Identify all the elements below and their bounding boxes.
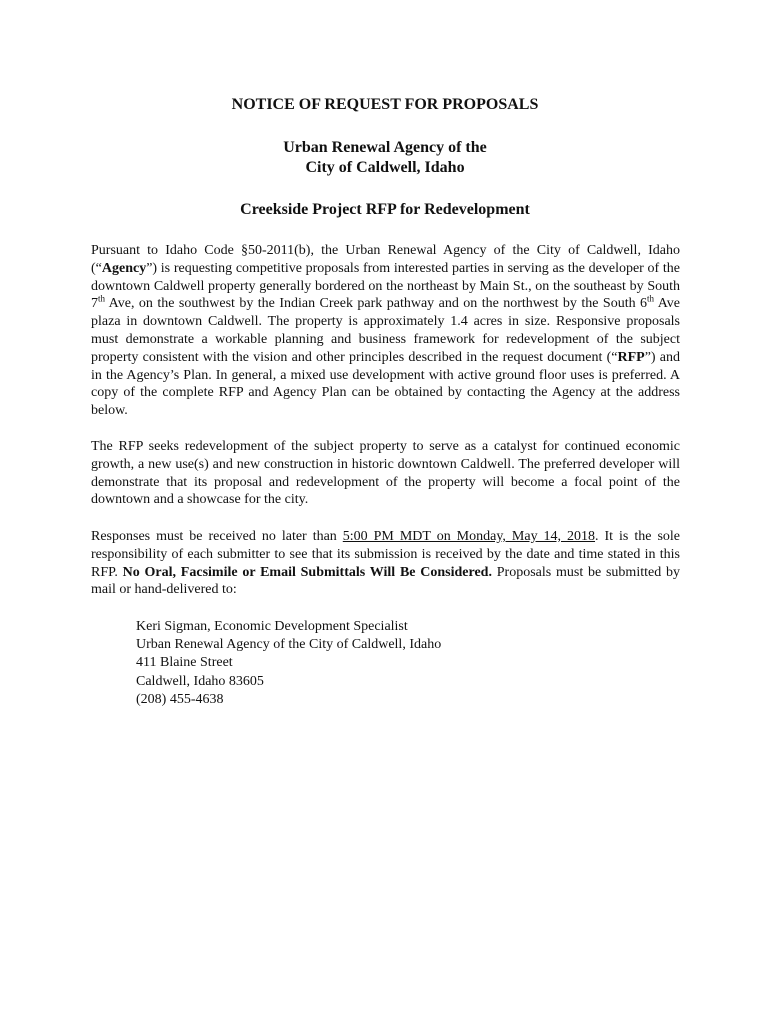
intro-text-3: Ave, on the southwest by the Indian Creek park pathway and on the northwest by the South 6 [105,296,648,312]
ordinal-suffix-1: th [98,293,106,304]
ordinal-suffix-2: th [647,293,655,304]
contact-organization: Urban Renewal Agency of the City of Caldwell, Idaho [136,637,442,653]
phone-number: (208) 455-4638 [136,691,224,707]
submission-text-1: Responses must be received no later than [91,529,343,544]
rfp-term: RFP [617,349,645,365]
submission-text-3: Proposals must be submitted by mail or hand-delivered to: [91,564,680,598]
intro-text-4: Ave plaza in downtown Caldwell. The property is approximately 1.4 acres in size. Responsive proposals must demonstrate a workable planning and business framework for redevelopment of the subject property consistent with the vision and other principles described in the request document (“ [91,296,681,365]
submission-warning: No Oral, Facsimile or Email Submittals Will Be Considered. [122,564,492,580]
paragraph-submission [91,528,680,599]
intro-text-5: ”) and in the Agency’s Plan. In general, a mixed use development with active ground floor uses is preferred. A copy of the complete RFP and Agency Plan can be obtained by contacting the Agency at the address below. [91,349,680,419]
submission-text-2: . It is the sole responsibility of each submitter to see that its submission is received by the date and time stated in this RFP. [91,529,680,580]
agency-heading-line-1: Urban Renewal Agency of the [283,139,487,156]
mailing-address [136,618,441,709]
intro-text-2: ”) is requesting competitive proposals from interested parties in serving as the developer of the downtown Caldwell property generally bordered on the northeast by Main St., on the southeast by South 7 [91,260,680,312]
city-state-zip: Caldwell, Idaho 83605 [136,673,264,689]
street-address: 411 Blaine Street [136,655,233,671]
intro-text-1: Pursuant to Idaho Code §50-2011(b), the Urban Renewal Agency of the City of Caldwell, Idaho (“ [91,243,680,276]
agency-term: Agency [101,260,147,276]
project-title: Creekside Project RFP for Redevelopment [240,201,530,218]
paragraph-intro [91,242,680,420]
deadline: 5:00 PM MDT on Monday, May 14, 2018 [342,529,596,544]
notice-title: NOTICE OF REQUEST FOR PROPOSALS [231,96,539,113]
contact-name: Keri Sigman, Economic Development Specialist [136,619,408,634]
agency-heading-line-2: City of Caldwell, Idaho [305,159,465,176]
paragraph-goals: The RFP seeks redevelopment of the subject property to serve as a catalyst for continued economic growth, a new use(s) and new construction in historic downtown Caldwell. The preferred developer will demonstrate that its proposal and redevelopment of the property will become a focal point of the downtown and a showcase for the city. [91,439,680,508]
agency-heading [0,138,770,178]
